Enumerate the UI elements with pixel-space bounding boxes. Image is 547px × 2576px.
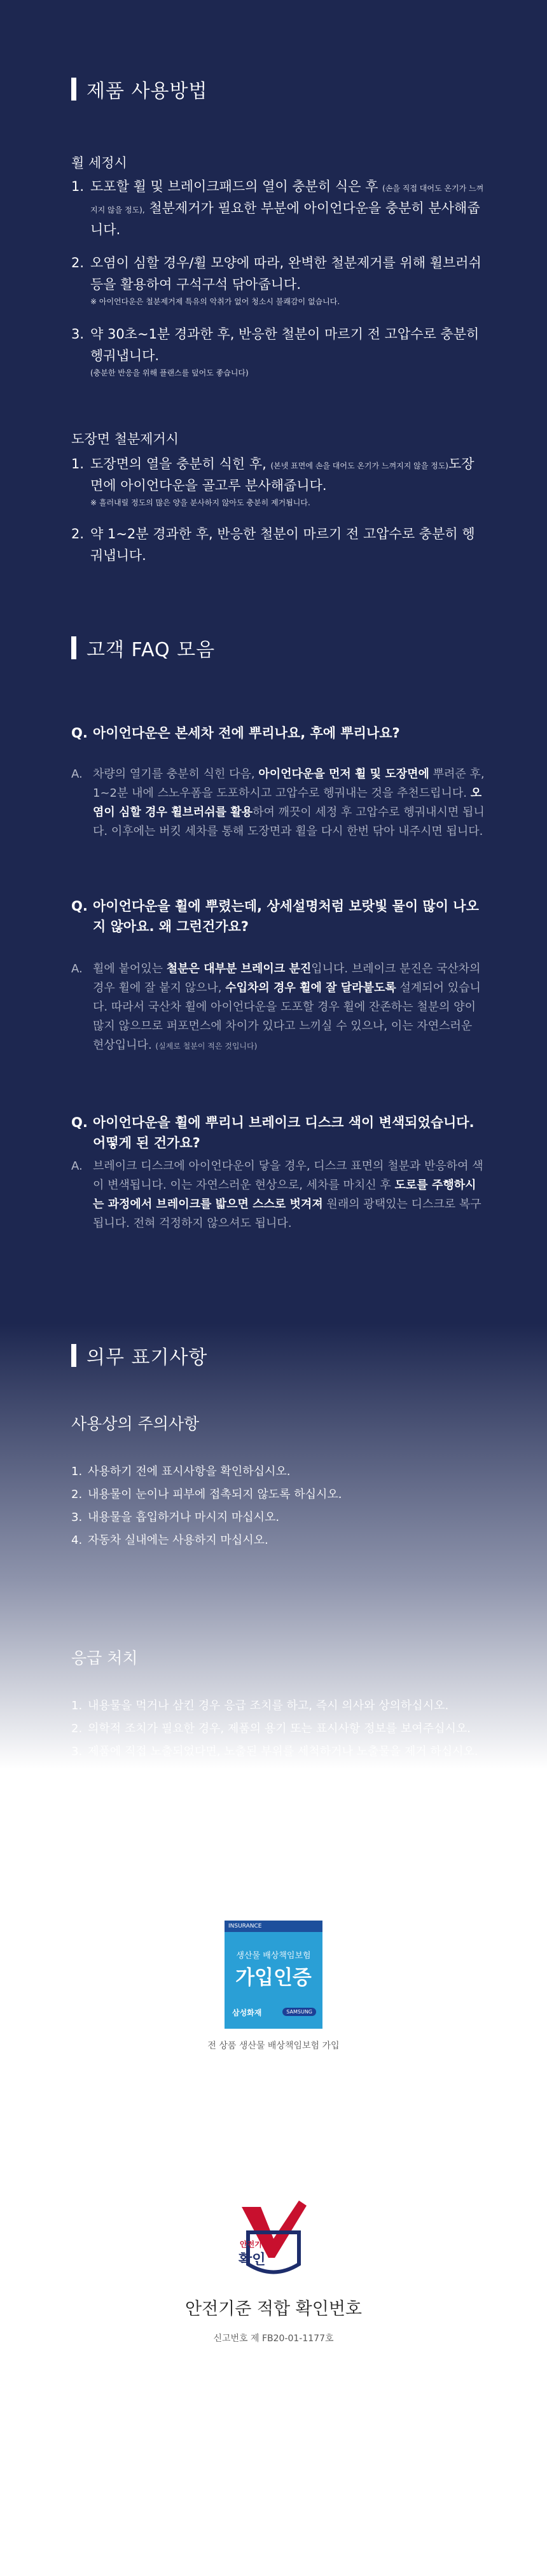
- duty-heading-text: 의무 표기사항: [87, 1347, 208, 1369]
- precaution-item: 3. 내용물을 흡입하거나 마시지 마십시오.: [71, 1511, 280, 1524]
- faq-answer-1: A. 차량의 열기를 충분히 식힌 다음, 아이언다운을 먼저 휠 및 도장면에 뿌려준 후, 1~2분 내에 스노우폼을 도포하시고 고압수로 헹궈내는 것을 추천드립니다. 오염이 심할 경우 휠브러쉬를 활용하여 깨끗이 세정 후 고압수로 헹궈내시면 됩니다. 이후에는 버킷 세차를 통해 도장면과 휠을 다시 한번 닦아 내주시면 됩니다.: [71, 767, 485, 838]
- faq-heading-text: 고객 FAQ 모음: [87, 639, 216, 661]
- answer-emphasis: 아이언다운을 먼저 휠 및 도장면에: [258, 767, 429, 781]
- faq-heading: [71, 634, 215, 662]
- paint-step-1: 1. 도장면의 열을 충분히 식힌 후, (본넷 표면에 손을 대어도 온기가 느껴지지 않을 정도)도장면에 아이언다운을 골고루 분사해줍니다.: [71, 456, 474, 493]
- answer-text: 브레이크 디스크에 아이언다운이 닿을 경우, 디스크 표면의 철분과 반응하여 색이 변색됩니다. 이는 자연스러운 현상으로, 세차를 마치신 후: [93, 1159, 483, 1192]
- cert-title: 안전기준 적합 확인번호: [185, 2299, 362, 2319]
- insurance-badge-top: INSURANCE: [225, 1921, 322, 1932]
- usage-heading: [71, 75, 207, 103]
- paint-step-2: 2. 약 1~2분 경과한 후, 반응한 철분이 마르기 전 고압수로 충분히 헹궈냅니다.: [71, 526, 475, 563]
- answer-text: (실제로 철분이 적은 것입니다): [155, 1042, 258, 1051]
- wheel-step-1: 1. 도포할 휠 및 브레이크패드의 열이 충분히 식은 후 (손을 직접 대어도 온기가 느껴지지 않을 정도), 철분제거가 필요한 부분에 아이언다운을 충분히 분사해줍니다.: [71, 179, 484, 237]
- faq-question-1: Q. 아이언다운은 본세차 전에 뿌리나요, 후에 뿌리나요?: [71, 725, 400, 741]
- insurance-badge-footer: [225, 2006, 322, 2020]
- wheel-step-3: 3. 약 30초~1분 경과한 후, 반응한 철분이 마르기 전 고압수로 충분히 헹궈냅니다.: [71, 326, 480, 363]
- heading-bar: [71, 636, 76, 659]
- insurance-badge: [225, 1921, 322, 2029]
- first-aid-list: [71, 1697, 478, 1761]
- insurer-name: 삼성화재: [232, 2008, 262, 2017]
- duty-heading: [71, 1341, 207, 1369]
- precautions-list: [71, 1462, 478, 1550]
- answer-text: 차량의 열기를 충분히 식힌 다음,: [93, 767, 259, 781]
- answer-text: 휠에 붙어있는: [93, 962, 167, 976]
- answer-text: 하여 깨끗이 세정 후 고압수로 헹궈내시면 됩니다. 이후에는 버킷 세차를 통해 도장면과 휠을 다시 한번 닦아 내주시면 됩니다.: [93, 806, 485, 838]
- wheel-steps: [71, 176, 485, 379]
- answer-text: 원래의 광택있는 디스크로 복구됩니다. 전혀 걱정하지 않으셔도 됩니다.: [93, 1198, 481, 1230]
- answer-emphasis: 오염이 심할 경우 휠브러쉬를 활용: [93, 787, 482, 819]
- answer-emphasis: 수입차의 경우 휠에 잘 달라붙도록: [225, 981, 396, 995]
- faq-question-2: Q. 아이언다운을 휠에 뿌렸는데, 상세설명처럼 보랏빛 물이 많이 나오지 않아요. 왜 그런건가요?: [71, 899, 479, 934]
- first-aid-title: 응급 처치: [71, 1649, 138, 1667]
- first-aid-item: 1. 내용물을 먹거나 삼킨 경우 응급 조치를 하고, 즉시 의사와 상의하십시오.: [71, 1699, 449, 1712]
- faq-answer-3: A. 브레이크 디스크에 아이언다운이 닿을 경우, 디스크 표면의 철분과 반응하여 색이 변색됩니다. 이는 자연스러운 현상으로, 세차를 마치신 후 도로를 주행하시는 과정에서 브레이크를 밟으면 스스로 벗겨져 원래의 광택있는 디스크로 복구됩니다. 전혀 걱정하지 않으셔도 됩니다.: [71, 1159, 483, 1230]
- insurance-badge-line1: 생산물 배상책임보험: [236, 1951, 311, 1961]
- heading-bar: [71, 1344, 76, 1367]
- insurance-badge-line2: 가입인증: [235, 1966, 312, 1989]
- answer-emphasis: 도로를 주행하시는 과정에서 브레이크를 밟으면 스스로 벗겨져: [93, 1179, 476, 1211]
- answer-text: 설계되어 있습니다. 따라서 국산차 휠에 아이언다운을 도포할 경우 휠에 잔존하는 철분의 양이 많지 않으므로 퍼포먼스에 차이가 있다고 느끼실 수 있으나, 이는 자연스러운 현상입니다.: [93, 981, 481, 1052]
- faq-question-3: Q. 아이언다운을 휠에 뿌리니 브레이크 디스크 색이 변색되었습니다. 어떻게 된 건가요?: [71, 1115, 474, 1151]
- cert-number: 신고번호 제 FB20-01-1177호: [213, 2334, 334, 2344]
- paint-step-1-note: ※ 흘러내릴 정도의 많은 양을 분사하지 않아도 충분히 제거됩니다.: [90, 498, 310, 507]
- first-aid-item: 2. 의학적 조치가 필요한 경우, 제품의 용기 또는 표시사항 정보를 보여주십시오.: [71, 1722, 471, 1735]
- cert-logo-big: 확인: [239, 2252, 266, 2268]
- paint-steps: [71, 453, 485, 566]
- insurer-logo: SAMSUNG: [282, 2008, 316, 2016]
- wheel-step-2: 2. 오염이 심할 경우/휠 모양에 따라, 완벽한 철분제거를 위해 휠브러쉬 등을 활용하여 구석구석 닦아줍니다.: [71, 255, 481, 292]
- usage-heading-text: 제품 사용방법: [87, 80, 208, 102]
- answer-emphasis: 철분은 대부분 브레이크 분진: [166, 962, 312, 976]
- precaution-item: 4. 자동차 실내에는 사용하지 마십시오.: [71, 1534, 268, 1547]
- first-aid-item: 3. 제품에 직접 노출되었다면, 노출된 부위를 세척하거나 노출물을 제거 하십시오.: [71, 1745, 478, 1758]
- wheel-step-2-note: ※ 아이언다운은 철분제거제 특유의 악취가 없어 청소시 불쾌감이 없습니다.: [90, 297, 340, 306]
- precaution-item: 2. 내용물이 눈이나 피부에 접촉되지 않도록 하십시오.: [71, 1488, 342, 1501]
- wheel-step-3-note: (충분한 반응을 위해 플랜스를 덮어도 좋습니다): [90, 368, 249, 377]
- precautions-title: 사용상의 주의사항: [71, 1415, 200, 1433]
- precaution-item: 1. 사용하기 전에 표시사항을 확인하십시오.: [71, 1465, 291, 1478]
- paint-subtitle: 도장면 철분제거시: [71, 431, 179, 447]
- heading-bar: [71, 78, 76, 101]
- answer-text: 입니다. 브레이크 분진은 국산차의 경우 휠에 잘 붙지 않으나,: [93, 962, 481, 995]
- answer-text: 뿌려준 후, 1~2분 내에 스노우폼을 도포하시고 고압수로 헹궈내는 것을 추천드립니다.: [93, 767, 485, 800]
- cert-logo-small: 안전기준: [240, 2240, 270, 2249]
- wheel-subtitle: 휠 세정시: [71, 155, 127, 171]
- faq-answer-2: A. 휠에 붙어있는 철분은 대부분 브레이크 분진입니다. 브레이크 분진은 국산차의 경우 휠에 잘 붙지 않으나, 수입차의 경우 휠에 잘 달라붙도록 설계되어 있습니다. 따라서 국산차 휠에 아이언다운을 도포할 경우 휠에 잔존하는 철분의 양이 많지 않으므로 퍼포먼스에 차이가 있다고 느끼실 수 있으나, 이는 자연스러운 현상입니다. (실제로 철분이 적은 것입니다): [71, 962, 481, 1052]
- insurance-caption: 전 상품 생산물 배상책임보험 가입: [207, 2041, 340, 2051]
